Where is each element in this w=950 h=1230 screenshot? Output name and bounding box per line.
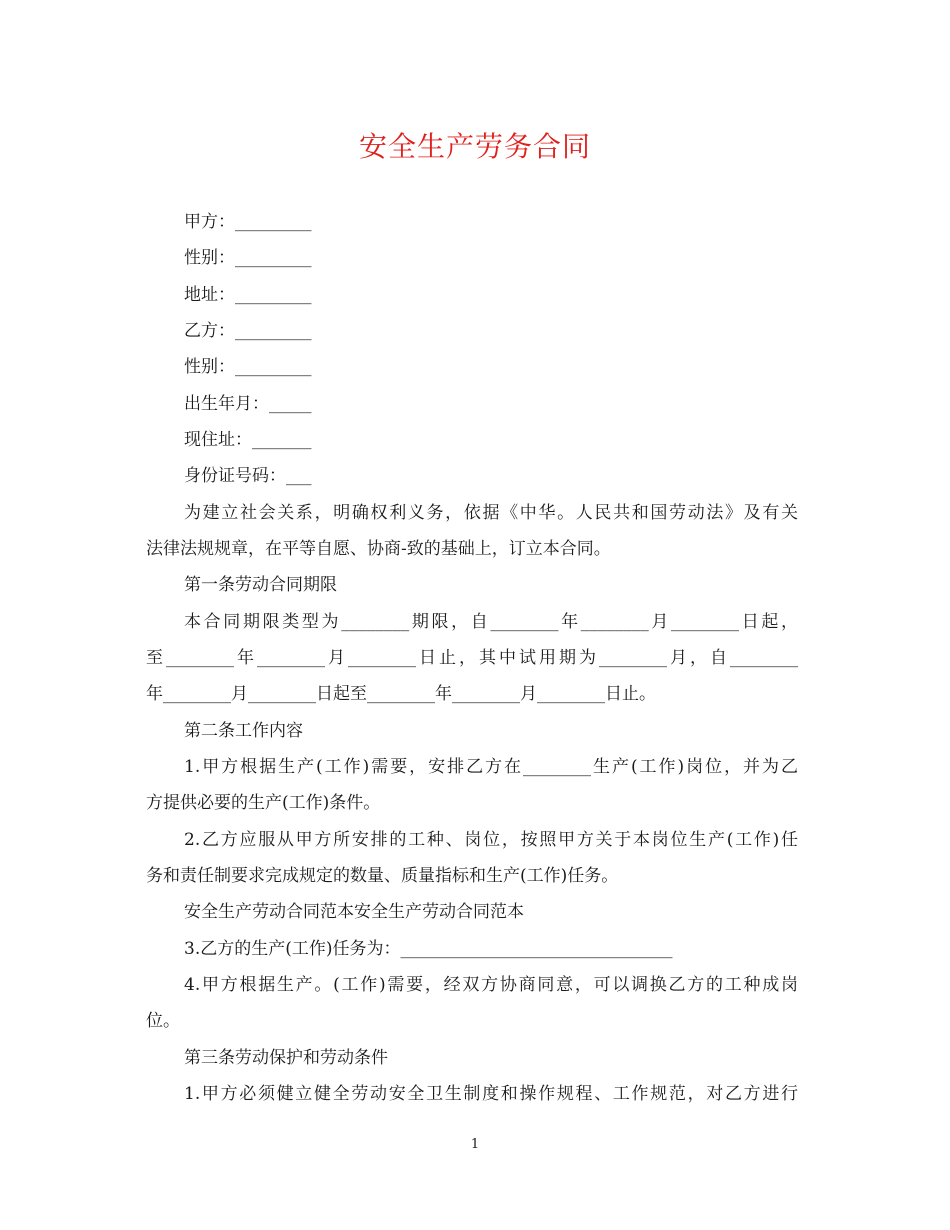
article-3-item-1-line-1: 1.甲方必须健立健全劳动安全卫生制度和操作规程、工作规范，对乙方进行 xyxy=(184,1084,798,1104)
document-title: 安全生产劳务合同 xyxy=(358,130,591,163)
preamble-line-1: 为建立社会关系，明确权利义务，依据《中华。人民共和国劳动法》及有关 xyxy=(184,503,798,523)
preamble-line-2: 法律法规规章，在平等自愿、协商-致的基础上，订立本合同。 xyxy=(146,539,611,559)
template-note-line: 安全生产劳动合同范本安全生产劳动合同范本 xyxy=(184,902,524,922)
article-1-line-1: 本合同期限类型为________期限，自________年________月________日起， xyxy=(184,612,798,632)
article-1-line-3: 年________月________日起至________年________月________日止。 xyxy=(146,684,656,704)
article-2-item-4-line-2: 位。 xyxy=(146,1011,180,1031)
article-2-item-1-line-1: 1.甲方根据生产(工作)需要，安排乙方在________生产(工作)岗位，并为乙 xyxy=(184,757,798,777)
article-1-line-2: 至________年________月________日止，其中试用期为________月，自________ xyxy=(146,648,798,668)
article-1-heading: 第一条劳动合同期限 xyxy=(184,575,337,595)
current-address-field: 现住址：_______ xyxy=(184,430,312,450)
article-2-item-2-line-2: 务和责任制要求完成规定的数量、质量指标和生产(工作)任务。 xyxy=(146,866,619,886)
article-2-item-2-line-1: 2.乙方应服从甲方所安排的工种、岗位，按照甲方关于本岗位生产(工作)任 xyxy=(184,830,798,850)
id-number-field: 身份证号码：___ xyxy=(184,466,312,486)
party-a-address-field: 地址：_________ xyxy=(184,285,312,305)
page-number: 1 xyxy=(470,1137,480,1152)
article-2-item-4-line-1: 4.甲方根据生产。(工作)需要，经双方协商同意，可以调换乙方的工种成岗 xyxy=(184,975,798,995)
birth-date-field: 出生年月：_____ xyxy=(184,394,312,414)
party-b-gender-field: 性别：_________ xyxy=(184,357,312,377)
article-3-heading: 第三条劳动保护和劳动条件 xyxy=(184,1048,388,1068)
party-b-field: 乙方：_________ xyxy=(184,321,312,341)
party-a-field: 甲方：_________ xyxy=(184,212,312,232)
article-2-item-3: 3.乙方的生产(工作)任务为：________________________________ xyxy=(184,939,673,959)
article-2-heading: 第二条工作内容 xyxy=(184,721,303,741)
article-2-item-1-line-2: 方提供必要的生产(工作)条件。 xyxy=(146,793,381,813)
party-a-gender-field: 性别：_________ xyxy=(184,248,312,268)
